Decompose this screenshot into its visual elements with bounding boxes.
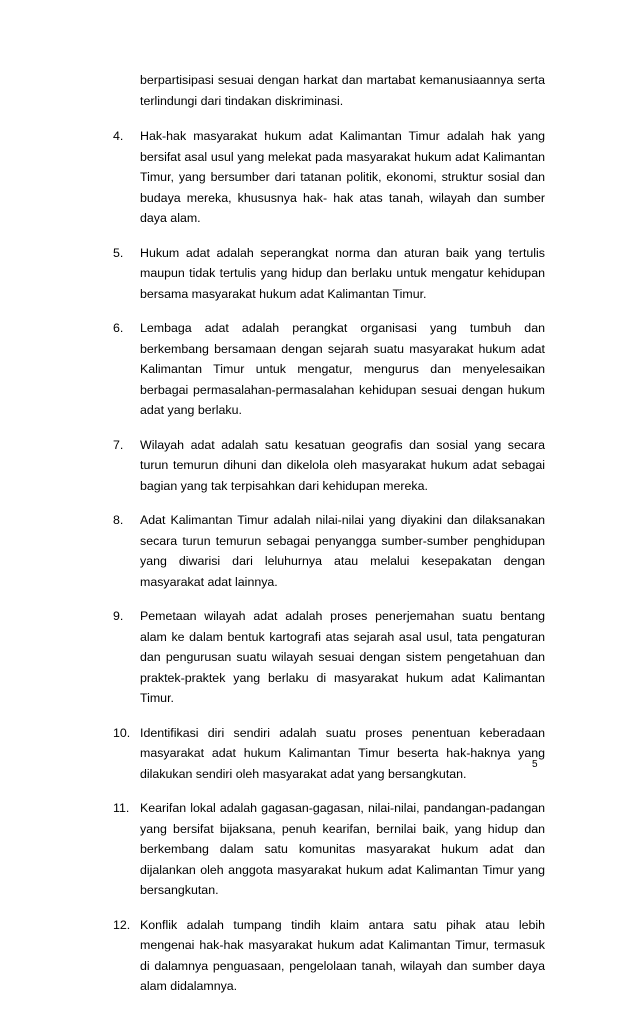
list-item-text: Hak-hak masyarakat hukum adat Kalimantan Timur adalah hak yang bersifat asal usul yang melekat pada masyarakat hukum adat Kalimantan Timur, yang bersumber dari tatanan politik, ekonomi, struktur sosial dan budaya mereka, khususnya hak- hak atas tanah, wilayah dan sumber daya alam. <box>140 129 545 225</box>
list-item-10 <box>113 723 545 785</box>
list-item-number: 6. <box>113 321 124 335</box>
list-item-text: Lembaga adat adalah perangkat organisasi yang tumbuh dan berkembang bersamaan dengan sejarah suatu masyarakat hukum adat Kalimantan Timur untuk mengatur, mengurus dan menyelesaikan berbagai permasalahan-permasalahan kehidupan sesuai dengan hukum adat yang berlaku. <box>140 321 545 417</box>
list-item-8 <box>113 510 545 592</box>
list-item-number: 10. <box>113 725 131 740</box>
list-item-text: Hukum adat adalah seperangkat norma dan aturan baik yang tertulis maupun tidak tertulis yang hidup dan berlaku untuk mengatur kehidupan bersama masyarakat hukum adat Kalimantan Timur. <box>140 245 545 301</box>
list-item-number: 8. <box>113 513 124 527</box>
list-item-text: Wilayah adat adalah satu kesatuan geografis dan sosial yang secara turun temurun dihuni dan dikelola oleh masyarakat hukum adat sebagai bagian yang tak terpisahkan dari kehidupan mereka. <box>140 437 545 493</box>
list-item-text: Konflik adalah tumpang tindih klaim antara satu pihak atau lebih mengenai hak-hak masyarakat hukum adat Kalimantan Timur, termasuk di dalamnya penguasaan, pengelolaan tanah, wilayah dan sumber daya alam didalamnya. <box>140 917 545 993</box>
list-item-number: 4. <box>113 129 124 143</box>
list-item-text: Pemetaan wilayah adat adalah proses penerjemahan suatu bentang alam ke dalam bentuk kartografi atas sejarah asal usul, tata pengaturan dan pengurusan suatu wilayah sesuai dengan sistem pengetahuan dan praktek-praktek yang berlaku di masyarakat hukum adat Kalimantan Timur. <box>140 609 545 705</box>
list-item-9 <box>113 606 545 709</box>
list-item-text: berpartisipasi sesuai dengan harkat dan martabat kemanusiaannya serta terlindungi dari tindakan diskriminasi. <box>140 73 545 108</box>
list-item-11 <box>113 798 545 901</box>
list-item-number: 7. <box>113 437 124 452</box>
list-item-12 <box>113 915 545 997</box>
list-item-number: 11. <box>113 801 130 815</box>
definition-list <box>113 70 545 1011</box>
list-item-number: 5. <box>113 245 124 260</box>
list-item-number: 9. <box>113 609 124 623</box>
list-item-continuation <box>113 70 545 111</box>
list-item-text: Adat Kalimantan Timur adalah nilai-nilai yang diyakini dan dilaksanakan secara turun temurun sebagai penyangga sumber-sumber penghidupan yang diwarisi dari leluhurnya atau melalui kesepakatan dengan masyarakat adat lainnya. <box>140 513 545 589</box>
list-item-text: Identifikasi diri sendiri adalah suatu proses penentuan keberadaan masyarakat adat hukum Kalimantan Timur beserta hak-haknya yang dilakukan sendiri oleh masyarakat adat yang bersangkutan. <box>140 725 545 781</box>
list-item-6 <box>113 318 545 421</box>
list-item-7 <box>113 435 545 497</box>
list-item-5 <box>113 243 545 305</box>
list-item-number: 12. <box>113 917 131 932</box>
list-item-text: Kearifan lokal adalah gagasan-gagasan, nilai-nilai, pandangan-padangan yang bersifat bijaksana, penuh kearifan, bernilai baik, yang hidup dan berkembang dalam satu komunitas masyarakat hukum adat dan dijalankan oleh anggota masyarakat hukum adat Kalimantan Timur yang bersangkutan. <box>140 801 545 897</box>
list-item-4 <box>113 126 545 229</box>
page-number: 5 <box>532 759 538 770</box>
